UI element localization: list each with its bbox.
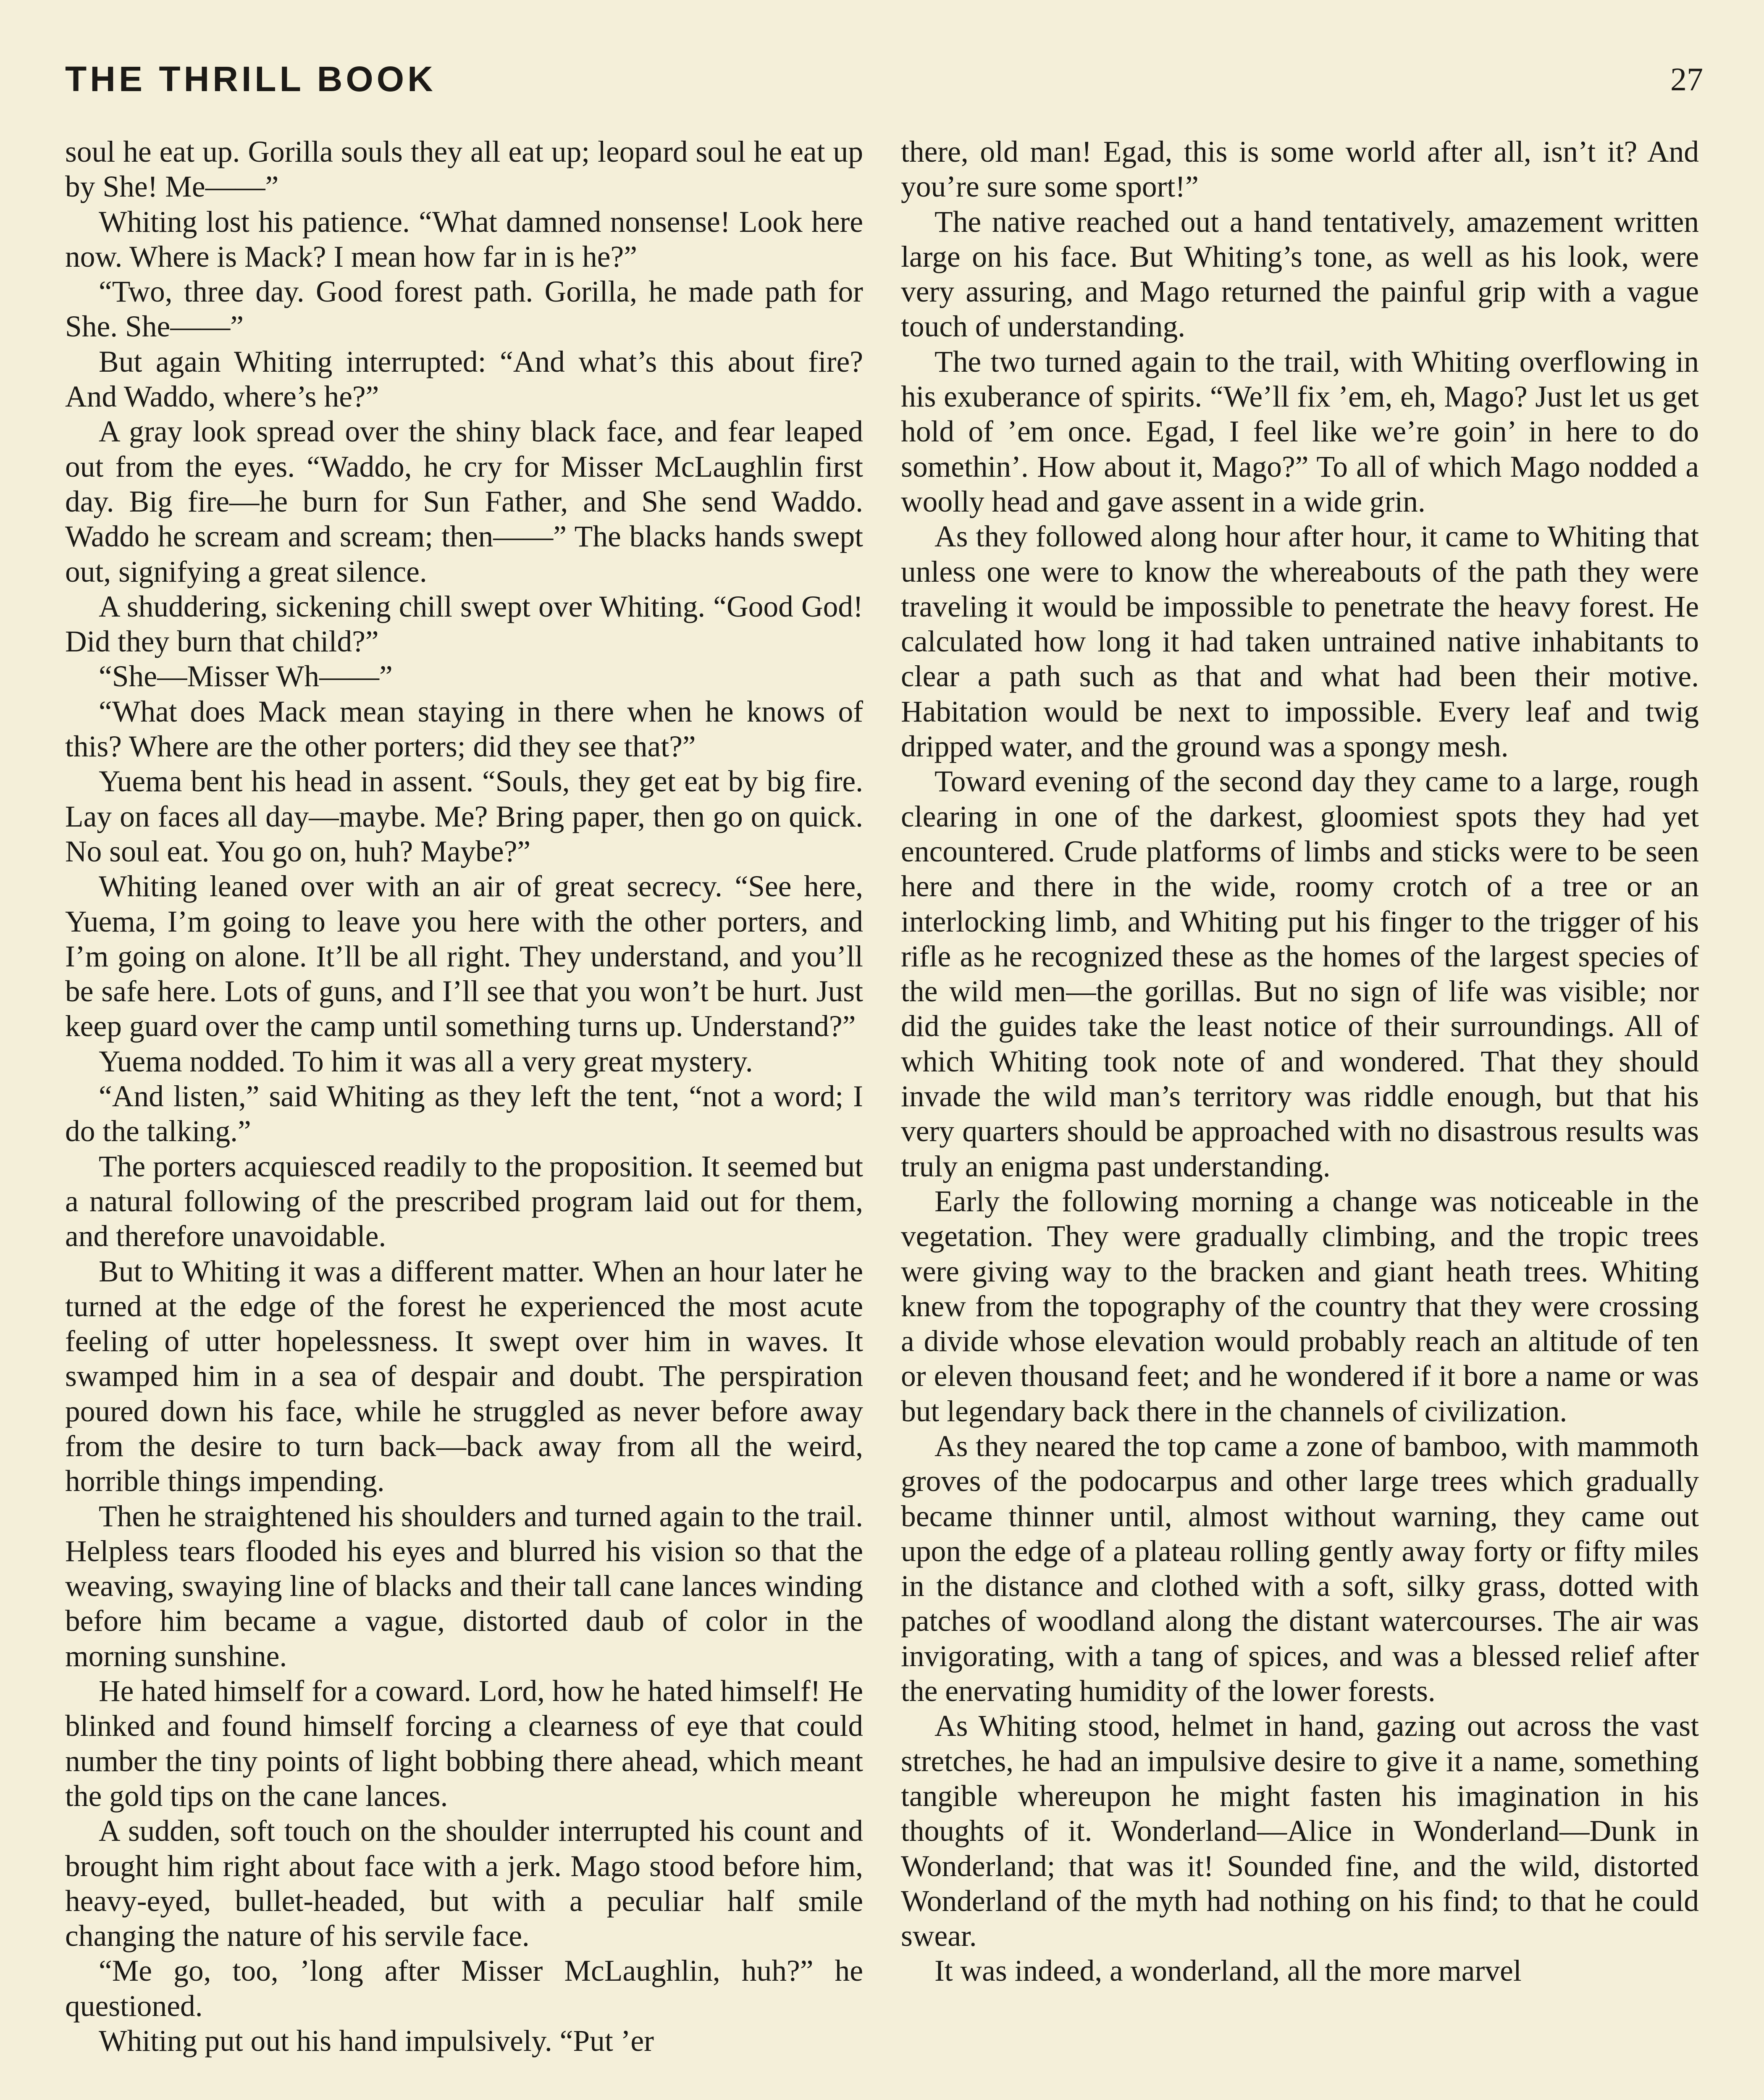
paragraph: As they neared the top came a zone of bamboo, with mammoth groves of the podocarpus and other large trees which gradually became thinner until, almost without warning, they came out upon the edge of a plateau rolling gently away forty or fifty miles in the distance and clothed with a soft, silky grass, dotted with patches of woodland along the distant watercourses. The air was invigorating, with a tang of spices, and was a blessed relief after the enervating humidity of the lower forests. (901, 1429, 1699, 1708)
left-column (65, 134, 863, 2100)
paragraph: A gray look spread over the shiny black face, and fear leaped out from the eyes. “Waddo, he cry for Misser McLaughlin first day. Big fire—he burn for Sun Father, and She send Waddo. Waddo he scream and scream; then——” The blacks hands swept out, signifying a great silence. (65, 415, 863, 588)
right-column (901, 134, 1699, 2100)
paragraph: Yuema bent his head in assent. “Souls, they get eat by big fire. Lay on faces all day—maybe. Me? Bring paper, then go on quick. No soul eat. You go on, huh? Maybe?” (65, 765, 863, 868)
paragraph: But again Whiting interrupted: “And what’s this about fire? And Waddo, where’s he?” (65, 345, 863, 414)
paragraph: Whiting leaned over with an air of great secrecy. “See here, Yuema, I’m going to leave you here with the other porters, and I’m going on alone. It’ll be all right. They understand, and you’ll be safe here. Lots of guns, and I’ll see that you won’t be hurt. Just keep guard over the camp until something turns up. Understand?” (65, 870, 863, 1043)
paragraph: A sudden, soft touch on the shoulder interrupted his count and brought him right about face with a jerk. Mago stood before him, heavy-eyed, bullet-headed, but with a peculiar half smile changing the nature of his servile face. (65, 1814, 863, 1953)
paragraph: “What does Mack mean staying in there when he knows of this? Where are the other porters; did they see that?” (65, 695, 863, 764)
paragraph: As Whiting stood, helmet in hand, gazing out across the vast stretches, he had an impulsive desire to give it a name, something tangible whereupon he might fasten his imagination in his thoughts of it. Wonderland—Alice in Wonderland—Dunk in Wonderland; that was it! Sounded fine, and the wild, distorted Wonderland of the myth had nothing on his find; to that he could swear. (901, 1709, 1699, 1953)
paragraph: The two turned again to the trail, with Whiting overflowing in his exuberance of spirits. “We’ll fix ’em, eh, Mago? Just let us get hold of ’em once. Egad, I feel like we’re goin’ in here to do somethin’. How about it, Mago?” To all of which Mago nodded a woolly head and gave assent in a wide grin. (901, 345, 1699, 518)
paragraph: Toward evening of the second day they came to a large, rough clearing in one of the darkest, gloomiest spots they had yet encountered. Crude platforms of limbs and sticks were to be seen here and there in the wide, roomy crotch of a tree or an interlocking limb, and Whiting put his finger to the trigger of his rifle as he recognized these as the homes of the largest species of the wild men—the gorillas. But no sign of life was visible; nor did the guides take the least notice of their surroundings. All of which Whiting took note of and wondered. That they should invade the wild man’s territory was riddle enough, but that his very quarters should be approached with no disastrous results was truly an enigma past understanding. (901, 765, 1699, 1183)
page-number: 27 (1670, 61, 1703, 97)
paragraph: Then he straightened his shoulders and turned again to the trail. Helpless tears flooded his eyes and blurred his vision so that the weaving, swaying line of blacks and their tall cane lances winding before him became a vague, distorted daub of color in the morning sunshine. (65, 1499, 863, 1673)
paragraph: But to Whiting it was a different matter. When an hour later he turned at the edge of the forest he experienced the most acute feeling of utter hopelessness. It swept over him in waves. It swamped him in a sea of despair and doubt. The perspiration poured down his face, while he struggled as never before away from the desire to turn back—back away from all the weird, horrible things impending. (65, 1255, 863, 1498)
paragraph: It was indeed, a wonderland, all the more marvel (934, 1954, 1522, 1988)
paragraph: Yuema nodded. To him it was all a very great mystery. (99, 1045, 753, 1078)
paragraph: Early the following morning a change was noticeable in the vegetation. They were gradually climbing, and the tropic trees were giving way to the bracken and giant heath trees. Whiting knew from the topography of the country that they were crossing a divide whose elevation would probably reach an altitude of ten or eleven thousand feet; and he wondered if it bore a name or was but legendary back there in the channels of civilization. (901, 1184, 1699, 1428)
paragraph: He hated himself for a coward. Lord, how he hated himself! He blinked and found himself forcing a clearness of eye that could number the tiny points of light bobbing there ahead, which meant the gold tips on the cane lances. (65, 1675, 863, 1813)
paragraph: Whiting put out his hand impulsively. “Put ’er (99, 2024, 654, 2058)
running-head (65, 55, 1703, 105)
paragraph: The native reached out a hand tentatively, amazement written large on his face. But Whiting’s tone, as well as his look, were very assuring, and Mago returned the painful grip with a vague touch of understanding. (901, 205, 1699, 344)
paragraph: Whiting lost his patience. “What damned nonsense! Look here now. Where is Mack? I mean how far in is he?” (65, 205, 863, 273)
paragraph: “And listen,” said Whiting as they left the tent, “not a word; I do the talking.” (65, 1080, 863, 1148)
paragraph: A shuddering, sickening chill swept over Whiting. “Good God! Did they burn that child?” (65, 590, 863, 659)
magazine-title: THE THRILL BOOK (65, 59, 436, 99)
paragraph: “Two, three day. Good forest path. Gorilla, he made path for She. She——” (65, 275, 863, 344)
paragraph: The porters acquiesced readily to the proposition. It seemed but a natural following of the prescribed program laid out for them, and therefore unavoidable. (65, 1150, 863, 1253)
paragraph: As they followed along hour after hour, it came to Whiting that unless one were to know the whereabouts of the path they were traveling it would be impossible to penetrate the heavy forest. He calculated how long it had taken untrained native inhabitants to clear a path such as that and what had been their motive. Habitation would be next to impossible. Every leaf and twig dripped water, and the ground was a spongy mesh. (901, 520, 1699, 764)
paragraph: there, old man! Egad, this is some world after all, isn’t it? And you’re sure some sport!” (901, 135, 1699, 204)
paragraph: “She—Misser Wh——” (99, 660, 393, 693)
paragraph: soul he eat up. Gorilla souls they all eat up; leopard soul he eat up by She! Me——” (65, 135, 863, 204)
paragraph: “Me go, too, ’long after Misser McLaughlin, huh?” he questioned. (65, 1954, 863, 2023)
